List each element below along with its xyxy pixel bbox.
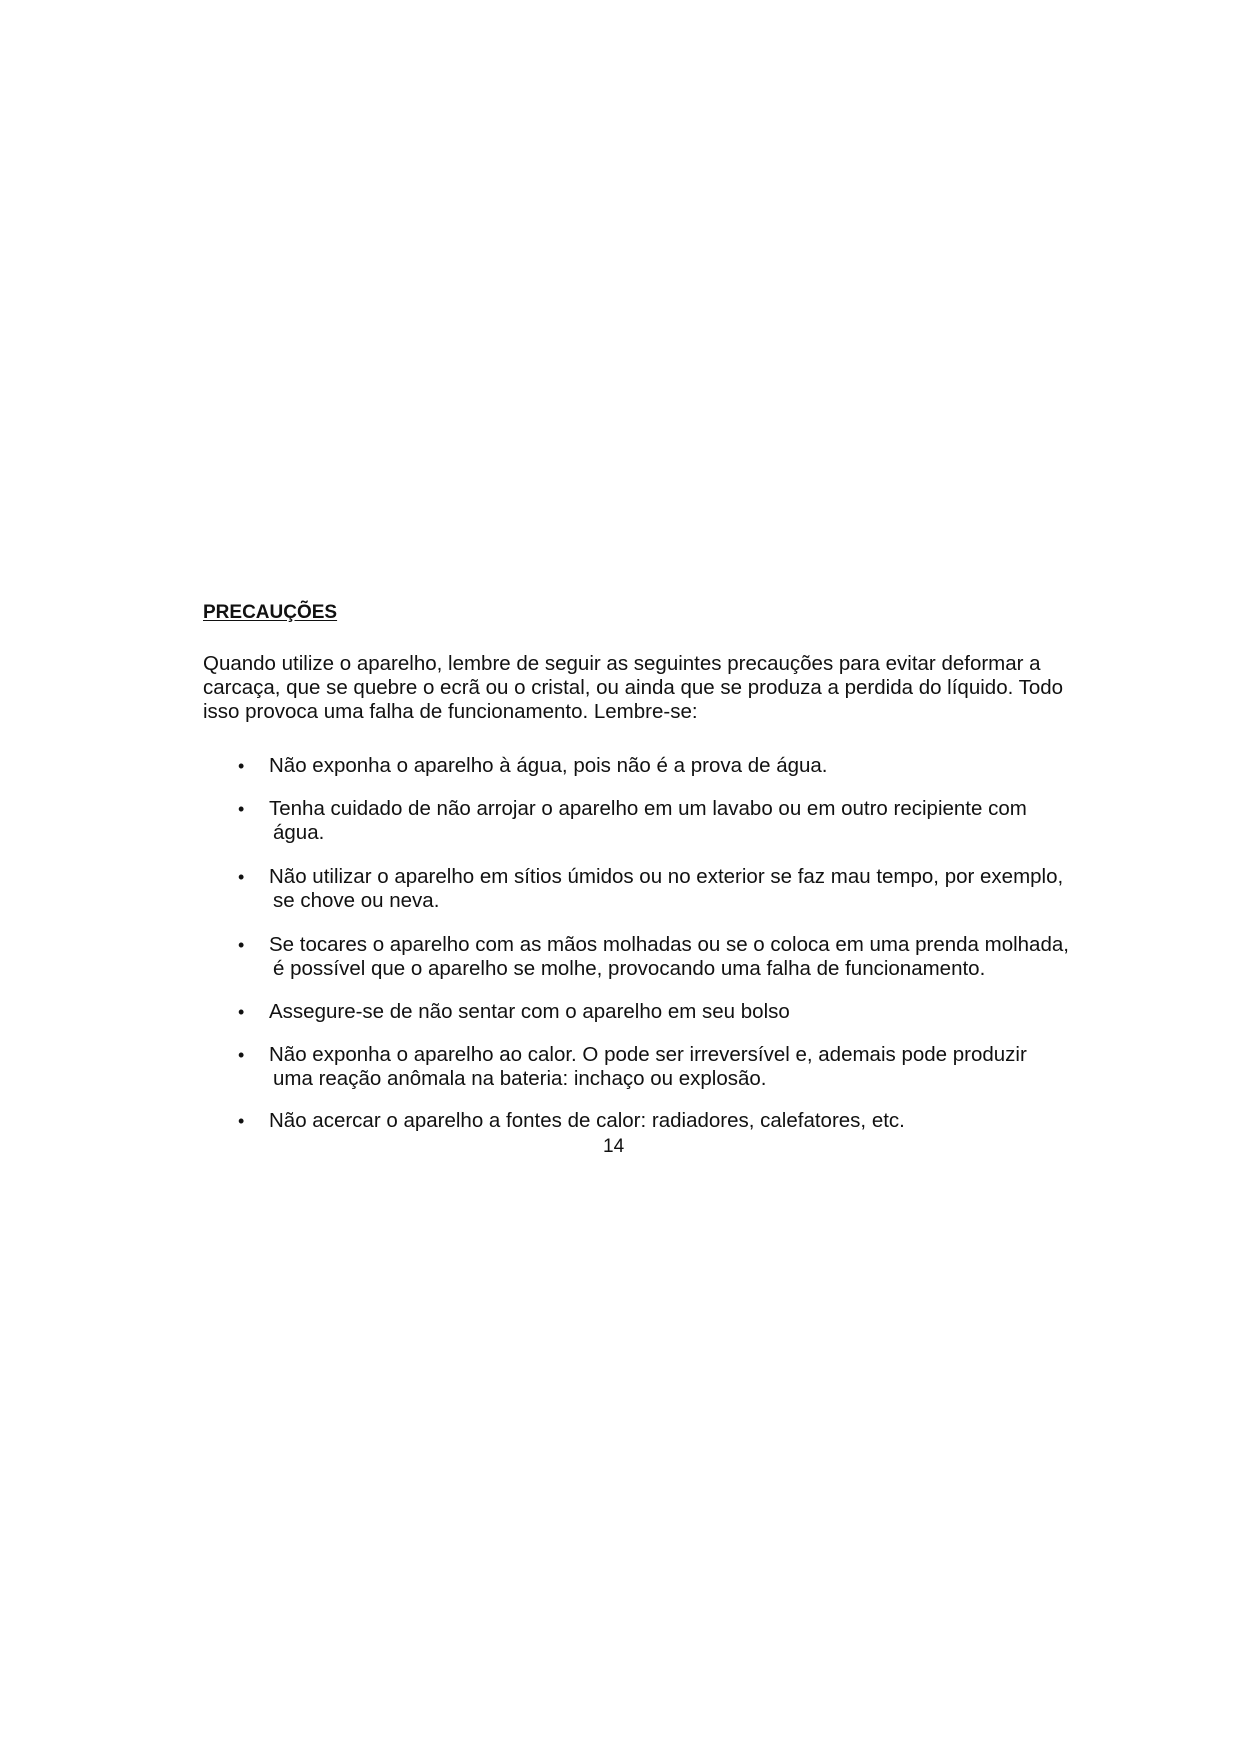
list-item-text <box>269 933 1069 981</box>
list-item-text <box>269 1000 1069 1024</box>
bullet-icon: • <box>238 1111 245 1131</box>
bullet-icon: • <box>238 935 245 955</box>
bullet-icon: • <box>238 867 245 887</box>
intro-line: Quando utilize o aparelho, lembre de seguir as seguintes precauções para evitar deformar a <box>203 652 1041 675</box>
list-item-line: água. <box>273 821 325 844</box>
list-item-line: uma reação anômala na bateria: inchaço ou explosão. <box>273 1067 767 1090</box>
list-item-line: Não exponha o aparelho ao calor. O pode ser irreversível e, ademais pode produzir <box>269 1043 1027 1066</box>
list-item-text <box>269 865 1069 913</box>
section-title: PRECAUÇÕES <box>203 602 338 623</box>
bullet-icon: • <box>238 756 245 776</box>
bullet-icon: • <box>238 1002 245 1022</box>
list-item-line: Não utilizar o aparelho em sítios úmidos ou no exterior se faz mau tempo, por exemplo, <box>269 865 1064 888</box>
list-item-line: é possível que o aparelho se molhe, provocando uma falha de funcionamento. <box>273 957 986 980</box>
list-item-line: Assegure-se de não sentar com o aparelho em seu bolso <box>269 1000 790 1023</box>
list-item-text <box>269 754 1069 778</box>
list-item-text <box>269 797 1069 845</box>
page-number: 14 <box>603 1136 625 1157</box>
intro-paragraph <box>203 652 1063 724</box>
bullet-icon: • <box>238 1045 245 1065</box>
list-item-line: Se tocares o aparelho com as mãos molhadas ou se o coloca em uma prenda molhada, <box>269 933 1069 956</box>
intro-line: isso provoca uma falha de funcionamento. Lembre-se: <box>203 700 698 723</box>
list-item-line: Não exponha o aparelho à água, pois não é a prova de água. <box>269 754 828 777</box>
list-item-line: Não acercar o aparelho a fontes de calor: radiadores, calefatores, etc. <box>269 1109 905 1132</box>
list-item-text <box>269 1043 1069 1091</box>
bullet-icon: • <box>238 799 245 819</box>
list-item-line: Tenha cuidado de não arrojar o aparelho em um lavabo ou em outro recipiente com <box>269 797 1027 820</box>
list-item-text <box>269 1109 1069 1133</box>
intro-line: carcaça, que se quebre o ecrã ou o cristal, ou ainda que se produza a perdida do líquido. Todo <box>203 676 1064 699</box>
list-item-line: se chove ou neva. <box>273 889 440 912</box>
